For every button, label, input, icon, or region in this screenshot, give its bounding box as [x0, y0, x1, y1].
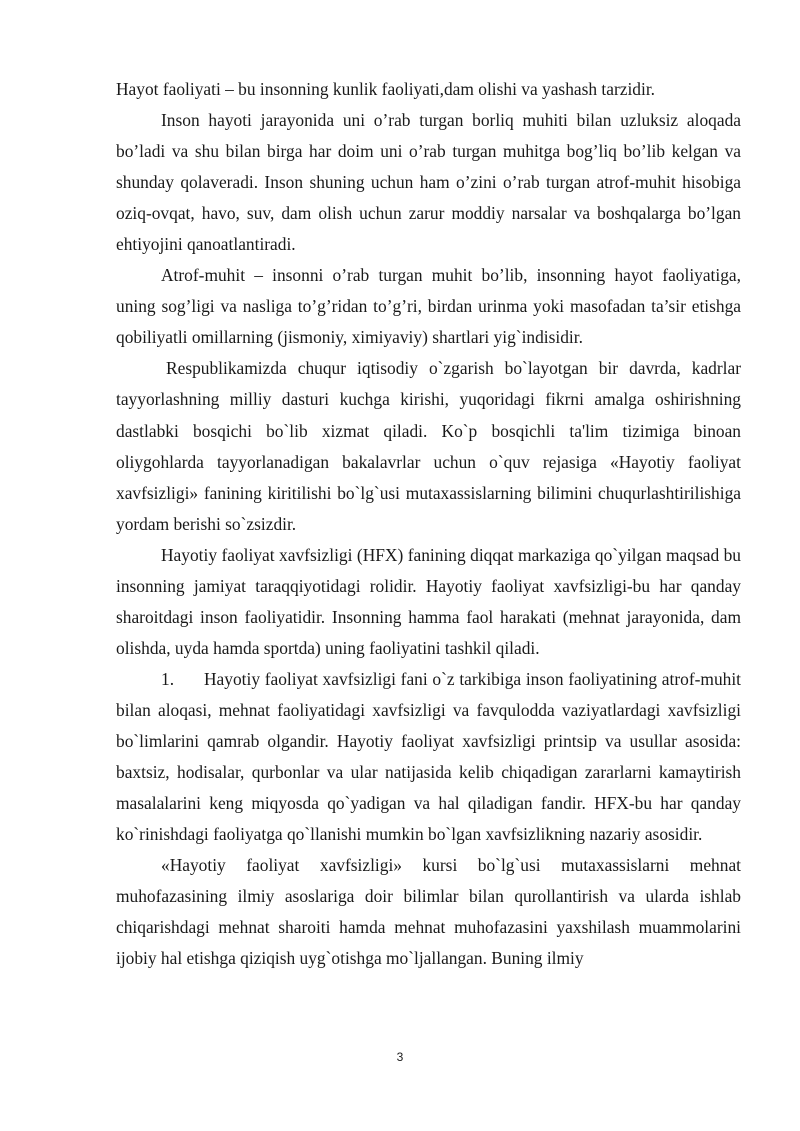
- numbered-item-text: Hayotiy faoliyat xavfsizligi fani o`z tarkibiga inson faoliyatining atrof-muhit bilan aloqasi, mehnat faoliyatidagi xavfsizligi va favqulodda vaziyatlardagi xavfsizligi bo`limlarini qamrab olgandir. Hayotiy faoliyat xavfsizligi printsip va usullar asosida: baxtsiz, hodisalar, qurbonlar va ular natijasida kelib chiqadigan zararlarni kamaytirish masalalarini keng miqyosda qo`yadigan va hal qiladigan fandir. HFX-bu har qanday ko`rinishdagi faoliyatga qo`llanishi mumkin bo`lgan xavfsizlikning nazariy asosidir.: [116, 668, 741, 845]
- list-number: 1.: [161, 668, 175, 689]
- paragraph-1: Hayot faoliyati – bu insonning kunlik faoliyati,dam olishi va yashash tarzidir.: [116, 79, 656, 99]
- numbered-item-1: [116, 664, 741, 850]
- page-number: 3: [396, 1050, 404, 1064]
- paragraph-4: Respublikamizda chuqur iqtisodiy o`zgarish bo`layotgan bir davrda, kadrlar tayyorlashning milliy dasturi kuchga kirishi, yuqoridagi fikrni amalga oshirishning dastlabki bosqichi bo`lib xizmat qiladi. Ko`p bosqichli ta'lim tizimiga binoan oliygohlarda tayyorlanadigan bakalavrlar uchun o`quv rejasiga «Hayotiy faoliyat xavfsizligi» fanining kiritilishi bo`lg`usi mutaxassislarning bilimini chuqurlashtirilishiga yordam berishi so`zsizdir.: [116, 358, 741, 534]
- body-text: [116, 74, 741, 974]
- paragraph-final: «Hayotiy faoliyat xavfsizligi» kursi bo`lg`usi mutaxassislarni mehnat muhofazasining ilmiy asoslariga doir bilimlar bilan qurollantirish va ularda ishlab chiqarishdagi mehnat sharoiti hamda mehnat muhofazasini yaxshilash muammolarini ijobiy hal etishga qiziqish uyg`otishga mo`ljallangan. Buning ilmiy: [116, 855, 741, 969]
- paragraph-2: Inson hayoti jarayonida uni o’rab turgan borliq muhiti bilan uzluksiz aloqada bo’ladi va shu bilan birga har doim uni o’rab turgan muhitga bog’liq bo’lib kelgan va shunday qolaveradi. Inson shuning uchun ham o’zini o’rab turgan atrof-muhit hisobiga oziq-ovqat, havo, suv, dam olish uchun zarur moddiy narsalar va boshqalarga bo’lgan ehtiyojini qanoatlantiradi.: [116, 110, 741, 255]
- paragraph-5: Hayotiy faoliyat xavfsizligi (HFX) fanining diqqat markaziga qo`yilgan maqsad bu insonning jamiyat taraqqiyotidagi rolidir. Hayotiy faoliyat xavfsizligi-bu har qanday sharoitdagi inson faoliyatidir. Insonning hamma faol harakati (mehnat jarayonida, dam olishda, uyda hamda sportda) uning faoliyatini tashkil qiladi.: [116, 544, 741, 658]
- paragraph-3: Atrof-muhit – insonni o’rab turgan muhit bo’lib, insonning hayot faoliyatiga, uning sog’ligi va nasliga to’g’ridan to’g’ri, birdan urinma yoki masofadan ta’sir etishga qobiliyatli omillarning (jismoniy, ximiyaviy) shartlari yig`indisidir.: [116, 265, 741, 348]
